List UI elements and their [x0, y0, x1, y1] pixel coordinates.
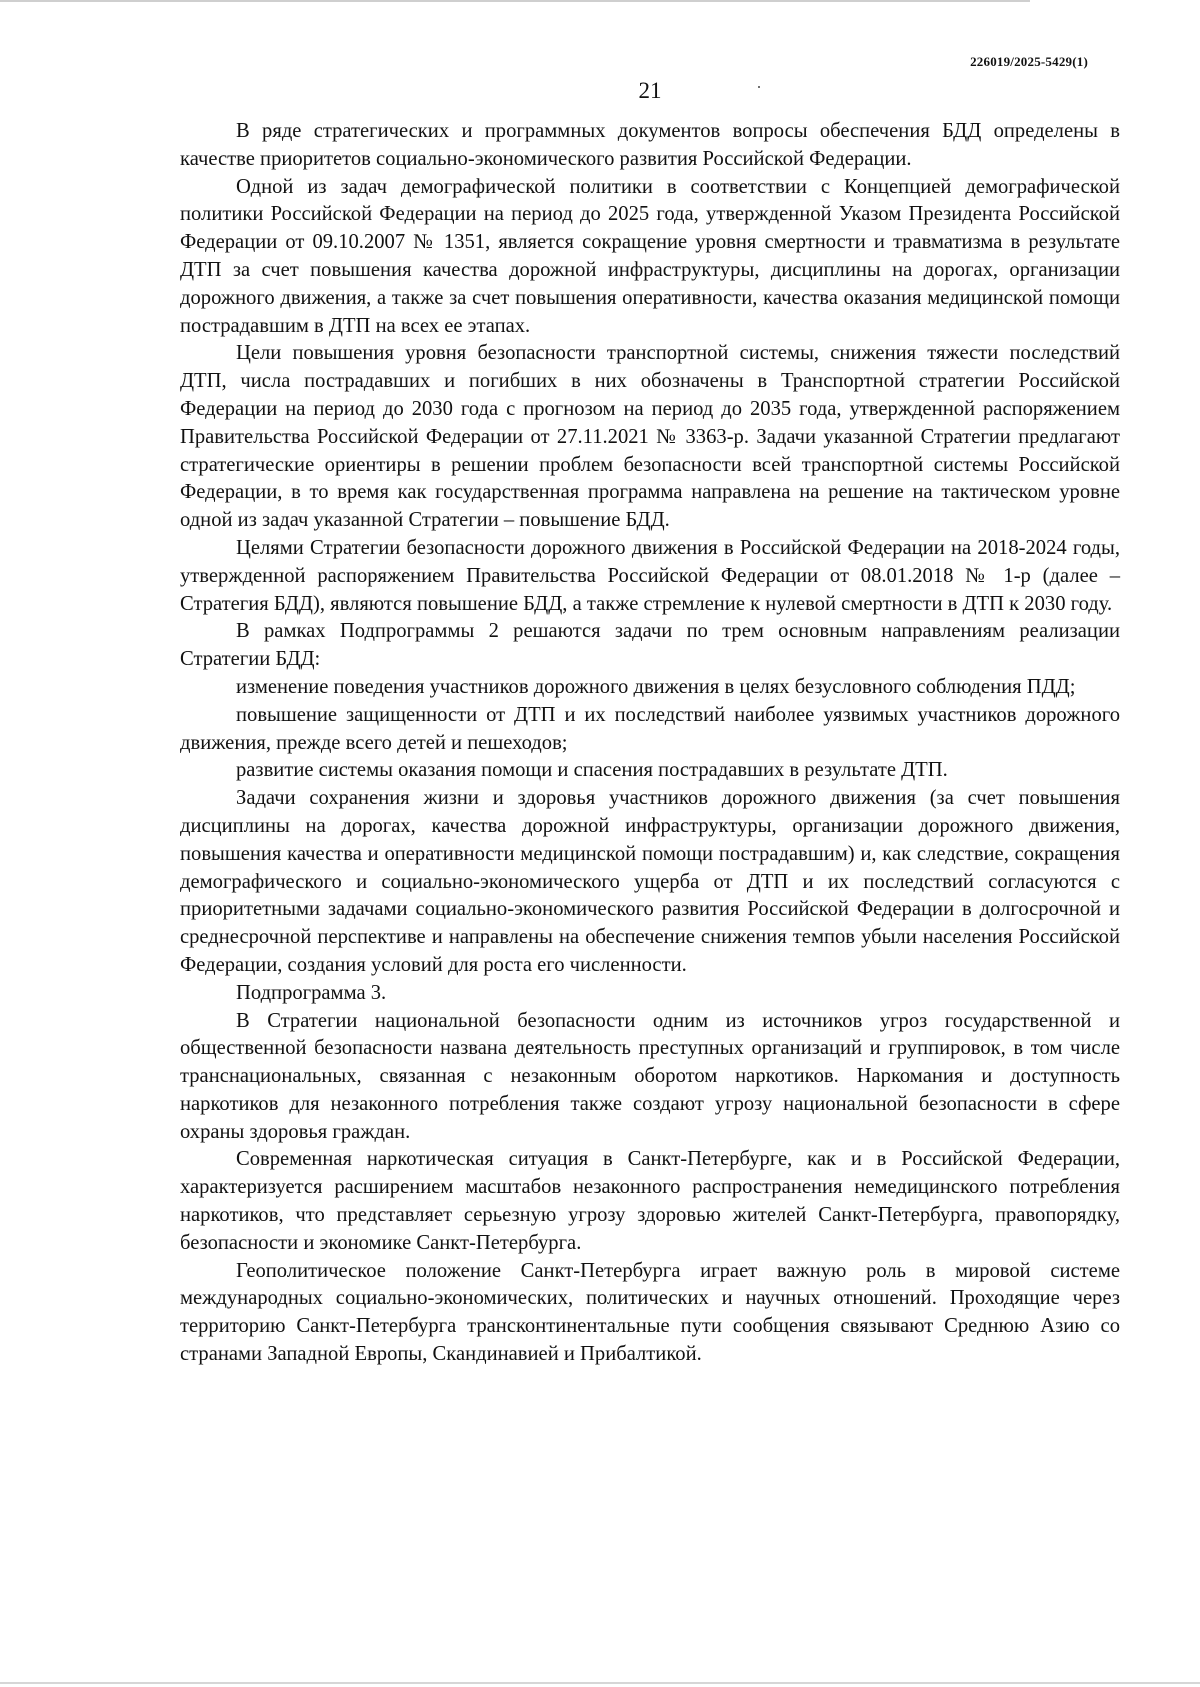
paragraph: Современная наркотическая ситуация в Санкт-Петербурге, как и в Российской Федерации, характеризуется расширением масштабов незаконного распространения немедицинского потребления наркотиков, что представляет серьезную угрозу здоровью жителей Санкт-Петербурга, правопорядку, безопасности и экономике Санкт-Петербурга.	[180, 1148, 1120, 1254]
section-heading: Подпрограмма 3.	[236, 981, 387, 1004]
page-number: 21	[638, 78, 662, 103]
list-item: изменение поведения участников дорожного движения в целях безусловного соблюдения ПДД;	[236, 675, 1076, 698]
scan-speck	[758, 86, 760, 88]
paragraph: В Стратегии национальной безопасности одним из источников угроз государственной и общественной безопасности названа деятельность преступных организаций и группировок, в том числе транснациональных, связанная с незаконным оборотом наркотиков. Наркомания и доступность наркотиков для незаконного потребления также создают угрозу национальной безопасности в сфере охраны здоровья граждан.	[180, 1009, 1120, 1143]
scan-edge-bottom	[0, 1682, 1200, 1684]
scan-edge-top	[0, 0, 1030, 2]
paragraph: Геополитическое положение Санкт-Петербурга играет важную роль в мировой системе международных социально-экономических, политических и научных отношений. Проходящие через территорию Санкт-Петербурга трансконтинентальные пути сообщения связывают Среднюю Азию со странами Западной Европы, Скандинавией и Прибалтикой.	[180, 1259, 1120, 1366]
paragraph: В рамках Подпрограммы 2 решаются задачи по трем основным направлениям реализации Стратегии БДД:	[180, 620, 1120, 671]
paragraph: В ряде стратегических и программных документов вопросы обеспечения БДД определены в качестве приоритетов социально-экономического развития Российской Федерации.	[180, 120, 1120, 170]
paragraph: Целями Стратегии безопасности дорожного движения в Российской Федерации на 2018-2024 годы, утвержденной распоряжением Правительства Российской Федерации от 08.01.2018 № 1-р (далее – Стратегия БДД), являются повышение БДД, а также стремление к нулевой смертности в ДТП к 2030 году.	[180, 536, 1120, 615]
list-item: развитие системы оказания помощи и спасения пострадавших в результате ДТП.	[236, 759, 948, 782]
paragraph: Одной из задач демографической политики в соответствии с Концепцией демографической политики Российской Федерации на период до 2025 года, утвержденной Указом Президента Российской Федерации от 09.10.2007 № 1351, является сокращение уровня смертности и травматизма в результате ДТП за счет повышения качества дорожной инфраструктуры, дисциплины на дорогах, организации дорожного движения, а также за счет повышения оперативности, качества оказания медицинской помощи пострадавшим в ДТП на всех ее этапах.	[180, 175, 1120, 337]
list-item: повышение защищенности от ДТП и их последствий наиболее уязвимых участников дорожного движения, прежде всего детей и пешеходов;	[180, 703, 1120, 754]
registration-number: 226019/2025-5429(1)	[970, 54, 1088, 69]
paragraph: Задачи сохранения жизни и здоровья участников дорожного движения (за счет повышения дисциплины на дорогах, качества дорожной инфраструктуры, организации дорожного движения, повышения качества и оперативности медицинской помощи пострадавшим) и, как следствие, сокращения демографического и социально-экономического ущерба от ДТП и их последствий согласуются с приоритетными задачами социально-экономического развития Российской Федерации в долгосрочной и среднесрочной перспективе и направлены на обеспечение снижения темпов убыли населения Российской Федерации, создания условий для роста его численности.	[180, 787, 1120, 976]
paragraph: Цели повышения уровня безопасности транспортной системы, снижения тяжести последствий ДТП, числа пострадавших и погибших в них обозначены в Транспортной стратегии Российской Федерации на период до 2030 года с прогнозом на период до 2035 года, утвержденной распоряжением Правительства Российской Федерации от 27.11.2021 № 3363-р. Задачи указанной Стратегии предлагают стратегические ориентиры в решении проблем безопасности всей транспортной системы Российской Федерации, в то время как государственная программа направлена на решение на тактическом уровне одной из задач указанной Стратегии – повышение БДД.	[180, 342, 1120, 532]
body-text	[180, 118, 1120, 1369]
